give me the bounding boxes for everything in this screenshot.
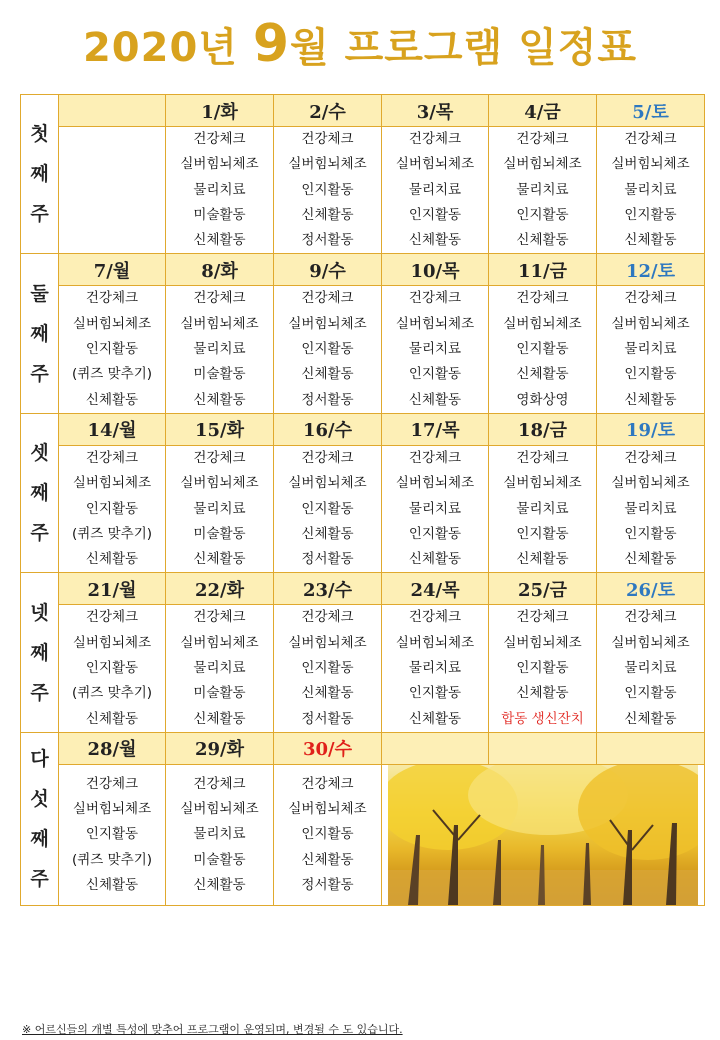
activity-item: 실버힘뇌체조 xyxy=(180,475,259,492)
day-header: 7/월 xyxy=(59,254,166,286)
activity-item: 실버힘뇌체조 xyxy=(180,800,259,817)
activity-item: 인지활동 xyxy=(516,525,569,542)
day-activities xyxy=(274,286,382,413)
ginkgo-trees-illustration xyxy=(388,765,698,905)
footnote: ※ 어르신들의 개별 특성에 맞추어 프로그램이 운영되며, 변경될 수 도 있습니다. xyxy=(22,1023,403,1036)
activity-item: 인지활동 xyxy=(85,660,139,677)
activity-item: 물리치료 xyxy=(624,660,677,677)
activity-item: 신체활동 xyxy=(516,366,569,383)
day-activities xyxy=(274,605,382,732)
activity-item: 건강체크 xyxy=(193,775,246,792)
day-header: 24/목 xyxy=(382,573,489,605)
day-activities xyxy=(59,605,166,732)
activity-item: 영화상영 xyxy=(516,391,569,408)
activity-item: 신체활동 xyxy=(624,232,677,249)
activity-item: 미술활동 xyxy=(193,525,246,542)
activity-item: 신체활동 xyxy=(624,551,677,568)
day-header: 4/금 xyxy=(489,95,597,127)
day-header: 8/화 xyxy=(166,254,274,286)
activity-item: 실버힘뇌체조 xyxy=(72,475,152,492)
week-header-row xyxy=(21,95,705,127)
activity-item: 건강체크 xyxy=(624,449,677,466)
day-activities xyxy=(166,605,274,732)
day-activities xyxy=(274,445,382,572)
day-activities xyxy=(166,764,274,905)
title-rest: 프로그램 일정표 xyxy=(344,25,638,71)
activity-item: 건강체크 xyxy=(193,290,246,307)
week-activities-row xyxy=(21,605,705,732)
activity-item: 신체활동 xyxy=(408,232,462,249)
activity-item: 인지활동 xyxy=(85,341,139,358)
activity-item: 건강체크 xyxy=(85,449,139,466)
activity-item: 건강체크 xyxy=(408,609,462,626)
day-header: 12/토 xyxy=(597,254,705,286)
day-activities xyxy=(382,127,489,254)
activity-item: 건강체크 xyxy=(624,290,677,307)
day-activities xyxy=(489,605,597,732)
activity-item: 신체활동 xyxy=(193,232,246,249)
activity-item: 실버힘뇌체조 xyxy=(503,634,582,651)
activity-item: 건강체크 xyxy=(408,131,462,147)
activity-item: 실버힘뇌체조 xyxy=(288,475,367,492)
activity-item: 신체활동 xyxy=(624,391,677,408)
activity-item: 실버힘뇌체조 xyxy=(180,156,259,173)
day-header: 11/금 xyxy=(489,254,597,286)
activity-item: 인지활동 xyxy=(301,826,354,843)
activity-item: 신체활동 xyxy=(193,710,246,727)
week-label: 넷 째 주 xyxy=(21,573,59,732)
empty-day-header xyxy=(59,95,166,127)
activity-item: 건강체크 xyxy=(301,449,354,466)
activity-item: 물리치료 xyxy=(516,500,569,517)
day-header: 19/토 xyxy=(597,413,705,445)
activity-item: 물리치료 xyxy=(408,341,462,358)
day-header: 10/목 xyxy=(382,254,489,286)
activity-item: 실버힘뇌체조 xyxy=(611,315,690,332)
activity-item: 신체활동 xyxy=(516,551,569,568)
activity-item: 실버힘뇌체조 xyxy=(503,475,582,492)
activity-item: 건강체크 xyxy=(193,609,246,626)
activity-item: 인지활동 xyxy=(85,826,139,843)
activity-item: 신체활동 xyxy=(624,710,677,727)
week-header-row xyxy=(21,413,705,445)
activity-item: 물리치료 xyxy=(408,660,462,677)
activity-item: 인지활동 xyxy=(624,366,677,383)
activity-item: 건강체크 xyxy=(301,290,354,307)
activity-item: 실버힘뇌체조 xyxy=(611,634,690,651)
day-activities xyxy=(382,605,489,732)
week-header-row xyxy=(21,254,705,286)
week-activities-row xyxy=(21,445,705,572)
activity-item: 실버힘뇌체조 xyxy=(72,315,152,332)
day-activities xyxy=(382,445,489,572)
activity-item: 정서활동 xyxy=(301,551,354,568)
day-activities xyxy=(489,445,597,572)
activity-item: 신체활동 xyxy=(85,391,139,408)
activity-item: 신체활동 xyxy=(301,366,354,383)
activity-item: 미술활동 xyxy=(193,685,246,702)
day-header: 14/월 xyxy=(59,413,166,445)
week-label: 둘 째 주 xyxy=(21,254,59,413)
activity-item: 인지활동 xyxy=(624,685,677,702)
activity-item: 정서활동 xyxy=(301,232,354,249)
activity-item: 실버힘뇌체조 xyxy=(503,315,582,332)
activity-item: 물리치료 xyxy=(408,181,462,198)
activity-item: 실버힘뇌체조 xyxy=(395,634,475,651)
day-header: 5/토 xyxy=(597,95,705,127)
activity-item: 신체활동 xyxy=(301,525,354,542)
day-activities xyxy=(274,127,382,254)
activity-item: 인지활동 xyxy=(624,206,677,223)
activity-item: 건강체크 xyxy=(408,449,462,466)
activity-item: 신체활동 xyxy=(516,232,569,249)
activity-item: 인지활동 xyxy=(85,500,139,517)
activity-item: 물리치료 xyxy=(193,341,246,358)
activity-item: 신체활동 xyxy=(85,551,139,568)
title-year: 2020년 xyxy=(82,25,238,71)
day-activities xyxy=(489,127,597,254)
activity-item: 인지활동 xyxy=(301,181,354,198)
week-header-row xyxy=(21,573,705,605)
activity-item: 미술활동 xyxy=(193,851,246,868)
activity-item: 실버힘뇌체조 xyxy=(611,475,690,492)
activity-item: 실버힘뇌체조 xyxy=(395,156,475,173)
activity-item: 인지활동 xyxy=(624,525,677,542)
day-activities xyxy=(166,286,274,413)
activity-item: 신체활동 xyxy=(301,685,354,702)
activity-item: 물리치료 xyxy=(624,181,677,198)
day-activities xyxy=(166,127,274,254)
activity-item: 물리치료 xyxy=(408,500,462,517)
activity-item: (퀴즈 맞추기) xyxy=(71,851,153,868)
day-header: 16/수 xyxy=(274,413,382,445)
week-label: 첫 째 주 xyxy=(21,95,59,254)
empty-day-header xyxy=(489,732,597,764)
activity-item: 인지활동 xyxy=(516,206,569,223)
activity-item: 실버힘뇌체조 xyxy=(395,315,475,332)
activity-item: 건강체크 xyxy=(516,290,569,307)
photo-cell xyxy=(382,764,705,905)
activity-item: 신체활동 xyxy=(301,206,354,223)
activity-item: 건강체크 xyxy=(516,449,569,466)
activity-item: 인지활동 xyxy=(408,525,462,542)
activity-item: 실버힘뇌체조 xyxy=(288,800,367,817)
activity-item: 신체활동 xyxy=(85,710,139,727)
activity-item: 건강체크 xyxy=(624,609,677,626)
activity-item: 인지활동 xyxy=(408,685,462,702)
activity-item: 인지활동 xyxy=(516,341,569,358)
activity-item: 실버힘뇌체조 xyxy=(72,800,152,817)
activity-item: 물리치료 xyxy=(193,660,246,677)
activity-item: 실버힘뇌체조 xyxy=(503,156,582,173)
activity-item: 물리치료 xyxy=(193,500,246,517)
activity-item: 실버힘뇌체조 xyxy=(395,475,475,492)
activity-item: 신체활동 xyxy=(516,685,569,702)
day-activities xyxy=(597,445,705,572)
activity-item: 인지활동 xyxy=(301,500,354,517)
activity-item: 실버힘뇌체조 xyxy=(180,634,259,651)
day-header: 26/토 xyxy=(597,573,705,605)
day-activities xyxy=(59,445,166,572)
activity-item: 인지활동 xyxy=(516,660,569,677)
activity-item: 건강체크 xyxy=(193,449,246,466)
activity-item: 실버힘뇌체조 xyxy=(180,315,259,332)
activity-item: 실버힘뇌체조 xyxy=(288,156,367,173)
activity-item: 물리치료 xyxy=(624,500,677,517)
schedule-table xyxy=(20,94,705,906)
day-header: 30/수 xyxy=(274,732,382,764)
activity-item: 정서활동 xyxy=(301,391,354,408)
day-activities xyxy=(382,286,489,413)
activity-item: 건강체크 xyxy=(408,290,462,307)
activity-item: 신체활동 xyxy=(301,851,354,868)
activity-item: 신체활동 xyxy=(408,391,462,408)
day-header: 28/월 xyxy=(59,732,166,764)
activity-item: 인지활동 xyxy=(408,206,462,223)
activity-item: 신체활동 xyxy=(193,551,246,568)
day-header: 22/화 xyxy=(166,573,274,605)
activity-item: 미술활동 xyxy=(193,366,246,383)
empty-day-header xyxy=(382,732,489,764)
activity-item: 건강체크 xyxy=(516,131,569,147)
day-header: 15/화 xyxy=(166,413,274,445)
empty-day-header xyxy=(597,732,705,764)
activity-item: (퀴즈 맞추기) xyxy=(71,685,153,702)
day-header: 18/금 xyxy=(489,413,597,445)
activity-item: 실버힘뇌체조 xyxy=(72,634,152,651)
activity-item: 인지활동 xyxy=(408,366,462,383)
day-header: 29/화 xyxy=(166,732,274,764)
activity-item: 건강체크 xyxy=(85,775,139,792)
page-title xyxy=(0,14,720,84)
day-activities xyxy=(59,127,166,254)
day-activities xyxy=(274,764,382,905)
title-month-suffix: 월 xyxy=(290,25,330,71)
day-header: 1/화 xyxy=(166,95,274,127)
activity-item: 물리치료 xyxy=(624,341,677,358)
day-activities xyxy=(59,764,166,905)
activity-item: 합동 생신잔치 xyxy=(501,710,584,727)
week-activities-row xyxy=(21,286,705,413)
activity-item: (퀴즈 맞추기) xyxy=(71,366,153,383)
activity-item: 미술활동 xyxy=(193,206,246,223)
activity-item: 물리치료 xyxy=(193,826,246,843)
activity-item: 정서활동 xyxy=(301,710,354,727)
day-activities xyxy=(597,286,705,413)
activity-item: 신체활동 xyxy=(193,391,246,408)
activity-item: 건강체크 xyxy=(193,131,246,147)
activity-item: 건강체크 xyxy=(301,609,354,626)
activity-item: 정서활동 xyxy=(301,876,354,893)
activity-item: 물리치료 xyxy=(193,181,246,198)
day-activities xyxy=(59,286,166,413)
week-header-row xyxy=(21,732,705,764)
activity-item: 신체활동 xyxy=(408,551,462,568)
day-header: 25/금 xyxy=(489,573,597,605)
week-label: 셋 째 주 xyxy=(21,413,59,572)
day-header: 17/목 xyxy=(382,413,489,445)
week-activities-row xyxy=(21,764,705,905)
activity-item: 건강체크 xyxy=(301,775,354,792)
day-activities xyxy=(597,605,705,732)
activity-item: (퀴즈 맞추기) xyxy=(71,525,153,542)
activity-item: 물리치료 xyxy=(516,181,569,198)
day-activities xyxy=(489,286,597,413)
activity-item: 건강체크 xyxy=(516,609,569,626)
day-header: 23/수 xyxy=(274,573,382,605)
day-header: 9/수 xyxy=(274,254,382,286)
day-activities xyxy=(166,445,274,572)
activity-item: 건강체크 xyxy=(301,131,354,147)
ginkgo-trees-photo xyxy=(388,765,698,905)
activity-item: 신체활동 xyxy=(85,876,139,893)
title-month: 9 xyxy=(252,14,291,74)
activity-item: 실버힘뇌체조 xyxy=(611,156,690,173)
activity-item: 실버힘뇌체조 xyxy=(288,634,367,651)
activity-item: 인지활동 xyxy=(301,660,354,677)
activity-item: 신체활동 xyxy=(193,876,246,893)
day-header: 2/수 xyxy=(274,95,382,127)
activity-item: 실버힘뇌체조 xyxy=(288,315,367,332)
day-header: 3/목 xyxy=(382,95,489,127)
day-activities xyxy=(597,127,705,254)
activity-item: 인지활동 xyxy=(301,341,354,358)
activity-item: 건강체크 xyxy=(85,609,139,626)
activity-item: 건강체크 xyxy=(85,290,139,307)
activity-item: 건강체크 xyxy=(624,131,677,147)
week-activities-row xyxy=(21,127,705,254)
activity-item: 신체활동 xyxy=(408,710,462,727)
day-header: 21/월 xyxy=(59,573,166,605)
week-label: 다 섯 째 주 xyxy=(21,732,59,905)
